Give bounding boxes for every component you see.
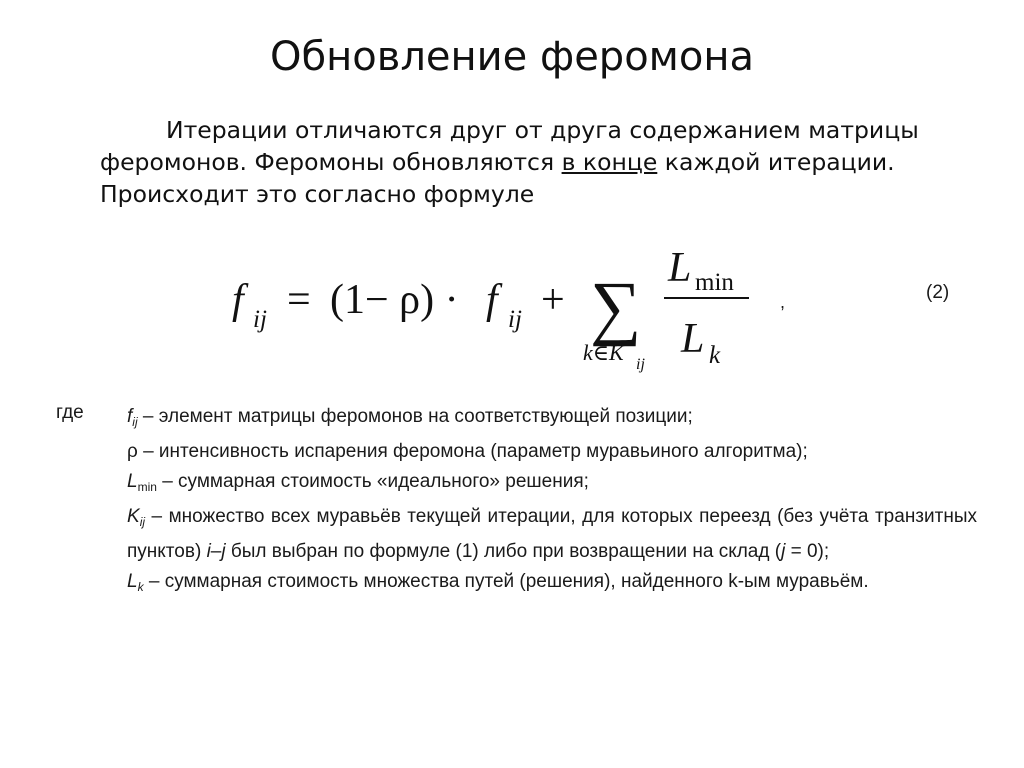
formula-trailing-comma: , — [780, 292, 786, 312]
def-text: был выбран по формуле (1) либо при возвращении на склад ( — [225, 541, 782, 562]
def-dash: – — [210, 541, 222, 562]
formula-lhs-subscript: ij — [253, 306, 267, 333]
formula-sum-range: k∈K — [583, 340, 624, 365]
intro-paragraph — [100, 114, 980, 210]
definition-item — [127, 437, 977, 467]
def-text: = 0); — [785, 541, 830, 562]
def-symbol: L — [127, 471, 138, 492]
formula-lhs-symbol: f — [232, 277, 244, 323]
formula-denominator: L — [681, 316, 705, 362]
page-title: Обновление феромона — [270, 34, 754, 80]
def-var: j — [221, 541, 226, 562]
def-symbol: f — [127, 406, 133, 427]
formula-rhs-symbol: f — [486, 277, 498, 323]
def-text: – суммарная стоимость множества путей (решения), найденного k-ым муравьём. — [143, 571, 869, 592]
definition-item — [127, 502, 977, 567]
intro-text-before: Итерации отличаются друг от друга содержанием матрицы феромонов. Феромоны обновляются — [100, 116, 919, 176]
def-symbol: ρ — [127, 441, 138, 462]
formula-numerator: L — [668, 245, 692, 291]
def-subscript: min — [137, 480, 157, 494]
def-symbol: K — [127, 506, 140, 527]
formula-denominator-subscript: k — [709, 342, 721, 369]
definitions-list — [127, 402, 977, 602]
formula-rhs-subscript: ij — [508, 306, 522, 333]
def-subscript: ij — [132, 415, 138, 429]
formula-sum-range-subscript: ij — [636, 356, 645, 373]
def-text: – множество всех муравьёв текущей итерации, для которых переезд (без учёта транзитных пунктов) — [127, 506, 977, 562]
formula-factor: (1− ρ) · — [330, 277, 459, 323]
def-subscript: k — [137, 580, 144, 594]
where-label: где — [56, 402, 84, 423]
formula-sum-symbol: ∑ — [590, 267, 642, 347]
def-var: i — [206, 541, 211, 562]
definition-item — [127, 467, 977, 502]
def-subscript: ij — [139, 515, 146, 529]
def-symbol: L — [127, 571, 138, 592]
definition-item — [127, 567, 977, 602]
formula-equals: = — [287, 277, 311, 323]
equation-number: (2) — [926, 282, 950, 303]
def-text: – интенсивность испарения феромона (параметр муравьиного алгоритма); — [137, 441, 808, 462]
intro-text-after: каждой итерации. Происходит это согласно формуле — [100, 148, 895, 208]
def-text: – суммарная стоимость «идеального» решения; — [156, 471, 589, 492]
intro-underlined: в конце — [561, 148, 658, 176]
def-var: j — [781, 541, 786, 562]
def-text: – элемент матрицы феромонов на соответствующей позиции; — [137, 406, 693, 427]
formula-plus: + — [541, 277, 565, 323]
formula-numerator-subscript: min — [695, 269, 734, 296]
definition-item — [127, 402, 977, 437]
